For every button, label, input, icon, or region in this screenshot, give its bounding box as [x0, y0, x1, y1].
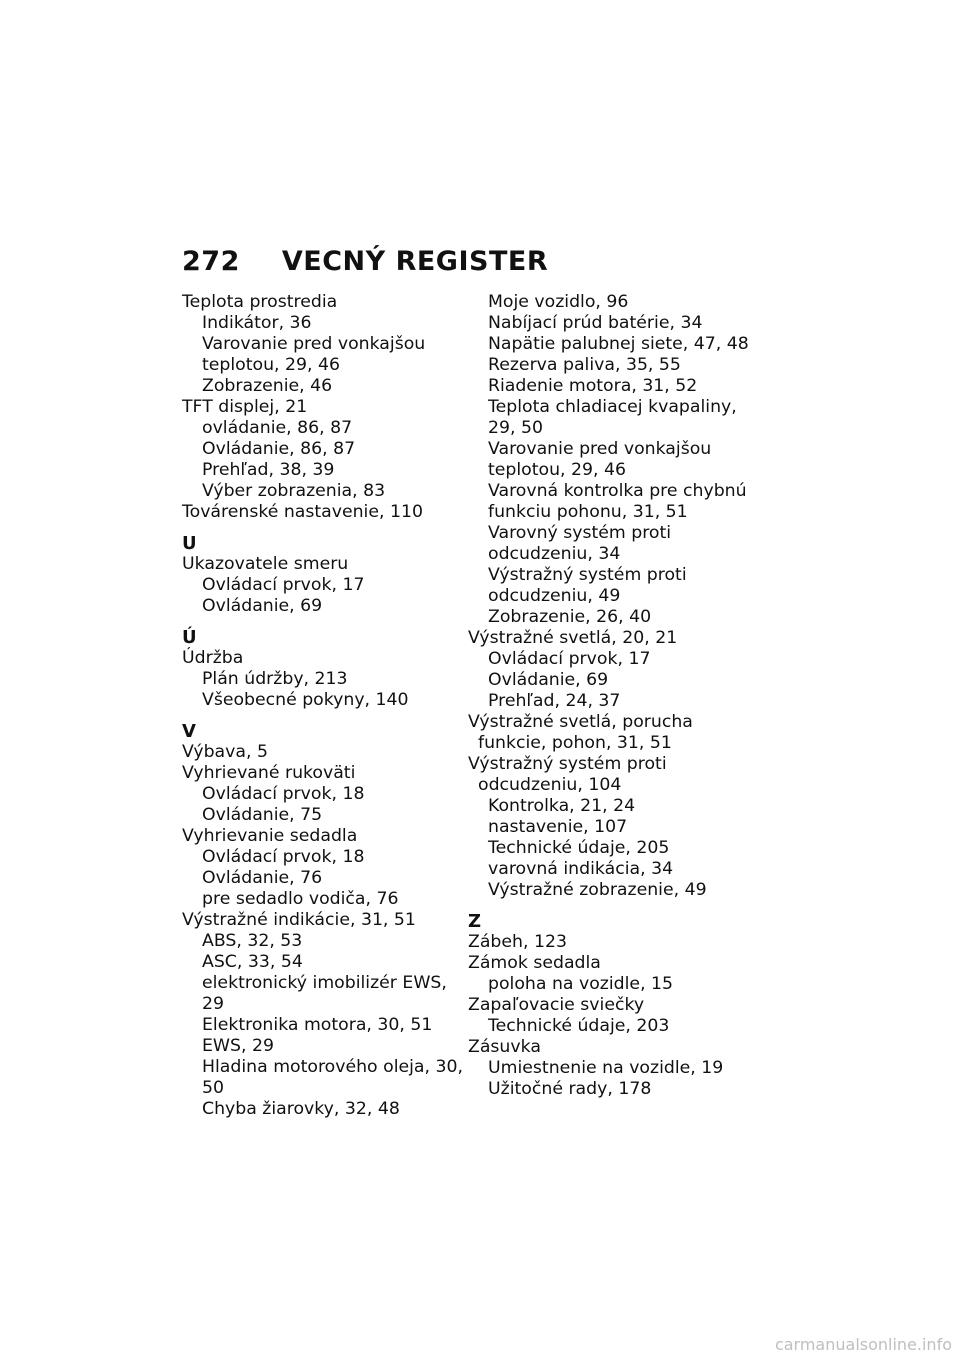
- index-subentry: Zobrazenie, 46: [202, 376, 333, 396]
- index-subentry: EWS, 29: [202, 1036, 274, 1056]
- watermark: carmanualsonline.info: [774, 1335, 952, 1354]
- index-entry: Zapaľovacie sviečky: [468, 995, 645, 1015]
- index-entry: Zámok sedadla: [468, 953, 601, 973]
- index-subentry: Ovládanie, 76: [202, 868, 323, 888]
- index-subentry: Technické údaje, 203: [488, 1016, 670, 1036]
- index-subentry: Prehľad, 24, 37: [488, 691, 621, 711]
- index-subentry: Ovládanie, 69: [488, 670, 609, 690]
- index-subentry: Užitočné rady, 178: [488, 1079, 652, 1099]
- index-subentry: Ovládací prvok, 17: [202, 575, 365, 595]
- index-subentry: elektronický imobilizér EWS, 29: [202, 973, 447, 1014]
- index-subentry: Plán údržby, 213: [202, 669, 348, 689]
- page-header: [182, 246, 548, 277]
- page-number: 272: [182, 246, 240, 277]
- index-subentry: Rezerva paliva, 35, 55: [488, 355, 681, 375]
- index-entry: Továrenské nastavenie, 110: [182, 502, 423, 522]
- index-subentry: Nabíjací prúd batérie, 34: [488, 313, 703, 333]
- index-entry: Ukazovatele smeru: [182, 554, 349, 574]
- index-subentry: Ovládací prvok, 17: [488, 649, 651, 669]
- index-column-right: [468, 292, 758, 1100]
- index-entry: TFT displej, 21: [182, 397, 308, 417]
- index-subentry: Ovládanie, 75: [202, 805, 323, 825]
- index-subentry: ovládanie, 86, 87: [202, 418, 353, 438]
- index-entry: Výstražný systém proti odcudzeniu, 104: [468, 754, 667, 795]
- index-entry: Výbava, 5: [182, 742, 268, 762]
- index-entry: Vyhrievané rukoväti: [182, 763, 356, 783]
- index-subentry: Technické údaje, 205: [488, 838, 670, 858]
- index-subentry: poloha na vozidle, 15: [488, 974, 674, 994]
- index-subentry: Výber zobrazenia, 83: [202, 481, 386, 501]
- index-subentry: Varovanie pred vonkajšou teplotou, 29, 46: [488, 439, 712, 480]
- index-subentry: nastavenie, 107: [488, 817, 628, 837]
- index-subentry: Chyba žiarovky, 32, 48: [202, 1099, 400, 1119]
- index-letter-heading: Z: [468, 911, 482, 932]
- index-subentry: Indikátor, 36: [202, 313, 312, 333]
- index-subentry: varovná indikácia, 34: [488, 859, 674, 879]
- index-entry: Výstražné svetlá, 20, 21: [468, 628, 678, 648]
- index-subentry: Umiestnenie na vozidle, 19: [488, 1058, 724, 1078]
- index-subentry: Ovládací prvok, 18: [202, 847, 365, 867]
- index-subentry: ASC, 33, 54: [202, 952, 303, 972]
- page-title: VECNÝ REGISTER: [281, 246, 549, 277]
- index-entry: Zásuvka: [468, 1037, 541, 1057]
- index-subentry: Teplota chladiacej kvapaliny, 29, 50: [488, 397, 737, 438]
- index-subentry: Riadenie motora, 31, 52: [488, 376, 698, 396]
- index-subentry: Výstražný systém proti odcudzeniu, 49: [488, 565, 687, 606]
- index-column-left: [182, 292, 464, 1120]
- index-subentry: Hladina motorového oleja, 30, 50: [202, 1057, 463, 1098]
- index-letter-heading: Ú: [182, 627, 197, 648]
- index-subentry: Zobrazenie, 26, 40: [488, 607, 652, 627]
- index-subentry: Ovládací prvok, 18: [202, 784, 365, 804]
- index-entry: Údržba: [182, 648, 244, 668]
- index-letter-heading: V: [182, 721, 196, 742]
- index-subentry: Výstražné zobrazenie, 49: [488, 880, 707, 900]
- index-subentry: Moje vozidlo, 96: [488, 292, 629, 312]
- index-subentry: Prehľad, 38, 39: [202, 460, 335, 480]
- index-entry: Vyhrievanie sedadla: [182, 826, 358, 846]
- index-letter-heading: U: [182, 533, 197, 554]
- index-entry: Zábeh, 123: [468, 932, 567, 952]
- index-entry: Teplota prostredia: [182, 292, 338, 312]
- index-subentry: Ovládanie, 86, 87: [202, 439, 356, 459]
- index-subentry: Varovný systém proti odcudzeniu, 34: [488, 523, 672, 564]
- index-subentry: Varovanie pred vonkajšou teplotou, 29, 46: [202, 334, 426, 375]
- index-subentry: Všeobecné pokyny, 140: [202, 690, 409, 710]
- index-subentry: Napätie palubnej siete, 47, 48: [488, 334, 749, 354]
- index-subentry: Ovládanie, 69: [202, 596, 323, 616]
- index-subentry: pre sedadlo vodiča, 76: [202, 889, 399, 909]
- index-entry: Výstražné indikácie, 31, 51: [182, 910, 416, 930]
- index-subentry: ABS, 32, 53: [202, 931, 303, 951]
- index-subentry: Kontrolka, 21, 24: [488, 796, 636, 816]
- index-subentry: Elektronika motora, 30, 51: [202, 1015, 433, 1035]
- index-subentry: Varovná kontrolka pre chybnú funkciu pohonu, 31, 51: [488, 481, 747, 522]
- index-entry: Výstražné svetlá, porucha funkcie, pohon, 31, 51: [468, 712, 693, 753]
